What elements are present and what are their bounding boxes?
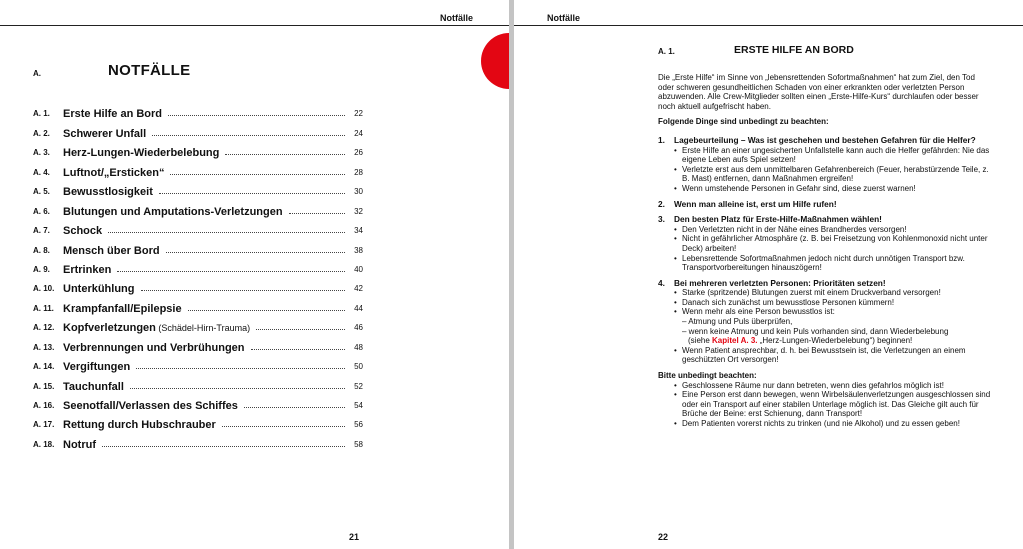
leader-dots <box>136 368 345 369</box>
toc-title <box>63 419 216 431</box>
step-3 <box>658 215 991 273</box>
toc-page-number: 46 <box>354 323 363 333</box>
toc-title-text: Tauchunfall <box>63 380 124 393</box>
toc-title <box>63 361 130 373</box>
toc-page-number: 52 <box>354 381 363 391</box>
toc-page-number: 54 <box>354 401 363 410</box>
list-item: • Wenn umstehende Personen in Gefahr sind, diese zuerst warnen! <box>674 184 991 194</box>
left-page <box>0 0 509 549</box>
sub-item: – wenn keine Atmung und kein Puls vorhanden sind, dann Wiederbelebung <box>682 326 949 336</box>
step-1 <box>658 136 991 194</box>
list-item: • Verletzte erst aus dem unmittelbaren Gefahrenbereich (Feuer, herabstürzende Teile, z. B. Mast) entfernen, dann Maßnahmen ergreifen! <box>674 165 991 184</box>
toc-entry[interactable] <box>33 120 363 139</box>
list-item: • Eine Person erst dann bewegen, wenn Wirbelsäulenverletzungen ausgeschlossen sind oder ein Transport auf einer stabilen Unterlage möglich ist. Das Gleiche gilt auch für Brüche der Beine: erst Schienung, dann Transport! <box>674 390 991 419</box>
toc-title-text: Verbrennungen und Verbrühungen <box>63 341 245 354</box>
toc-entry[interactable] <box>33 218 363 237</box>
toc-number: A. 8. <box>33 245 50 255</box>
list-item: • Wenn mehr als eine Person bewusstlos ist: <box>674 307 991 317</box>
toc-title <box>63 381 124 393</box>
toc-title-text: Krampfanfall/Epilepsie <box>63 302 182 315</box>
toc-entry[interactable] <box>33 431 363 450</box>
leader-dots <box>289 213 345 214</box>
red-section-tab <box>481 33 509 89</box>
list-item: • Erste Hilfe an einer ungesicherten Unfallstelle kann auch die Helfer gefährden: Nie das eigene Leben aufs Spiel setzen! <box>674 146 991 165</box>
toc-title <box>63 147 219 159</box>
toc-page-number: 44 <box>354 303 363 313</box>
toc-number: A. 16. <box>33 401 55 410</box>
toc-entry[interactable] <box>33 179 363 198</box>
step-heading: Wenn man alleine ist, erst um Hilfe rufen! <box>674 198 837 209</box>
toc-page-number: 28 <box>354 167 363 177</box>
leader-dots <box>159 193 345 194</box>
leader-dots <box>108 232 345 233</box>
toc-title <box>63 342 245 354</box>
toc-title <box>63 108 162 120</box>
toc-number: A. 7. <box>33 226 50 236</box>
toc-title <box>63 245 160 257</box>
leader-dots <box>251 349 345 350</box>
toc-entry[interactable] <box>33 393 363 412</box>
toc-number: A. 11. <box>33 303 54 313</box>
sub-item: – Atmung und Puls überprüfen, <box>682 317 793 327</box>
leader-dots <box>152 135 345 136</box>
toc-entry[interactable] <box>33 237 363 256</box>
section-number: A. 1. <box>658 47 675 56</box>
notes-heading: Bitte unbedingt beachten: <box>658 371 757 381</box>
toc-number: A. 4. <box>33 167 50 177</box>
toc-number: A. 14. <box>33 362 55 372</box>
toc-entry[interactable] <box>33 354 363 373</box>
toc-title-text: Erste Hilfe an Bord <box>63 108 163 121</box>
toc-number: A. 17. <box>33 420 55 430</box>
leader-dots <box>141 290 346 291</box>
toc-title <box>63 322 250 334</box>
right-page <box>514 0 1023 549</box>
toc-page-number: 32 <box>354 206 363 216</box>
toc-title <box>63 206 283 218</box>
toc-title-text: Ertrinken <box>63 263 112 276</box>
toc-number: A. 10. <box>33 284 55 294</box>
toc-page-number: 30 <box>354 187 363 197</box>
table-of-contents <box>33 101 363 451</box>
toc-number: A. 13. <box>33 342 55 352</box>
toc-title-text: Vergiftungen <box>63 361 131 374</box>
toc-title <box>63 303 182 315</box>
toc-number: A. 2. <box>33 128 50 138</box>
toc-entry[interactable] <box>33 101 363 120</box>
toc-page-number: 38 <box>354 245 363 255</box>
toc-number: A. 9. <box>33 264 50 274</box>
toc-entry[interactable] <box>33 198 363 217</box>
toc-number: A. 1. <box>33 109 50 119</box>
toc-title-text: Schock <box>63 225 103 238</box>
chapter-letter: A. <box>33 69 41 78</box>
important-notes <box>658 371 991 429</box>
list-item: • Wenn Patient ansprechbar, d. h. bei Bewusstsein ist, die Verletzungen an einem geschützten Ort versorgen! <box>674 346 991 365</box>
reference-prefix: (siehe <box>688 336 713 346</box>
list-item: • Dem Patienten vorerst nichts zu trinken (und nie Alkohol) und zu essen geben! <box>674 419 991 429</box>
toc-entry[interactable] <box>33 412 363 431</box>
toc-title-text: Blutungen und Amputations-Verletzungen <box>63 205 283 218</box>
leader-dots <box>102 446 345 447</box>
sub-item-continuation <box>674 336 991 346</box>
page-number: 22 <box>658 532 669 542</box>
list-item: • Nicht in gefährlicher Atmosphäre (z. B. bei Freisetzung von Kohlenmonoxid nicht unter Deck) arbeiten! <box>674 234 991 253</box>
step-number: 1. <box>658 134 665 145</box>
toc-title-text: Herz-Lungen-Wiederbelebung <box>63 147 220 160</box>
toc-number: A. 5. <box>33 187 50 197</box>
toc-title <box>63 225 102 237</box>
toc-title <box>63 283 135 295</box>
step-number: 2. <box>658 198 665 209</box>
toc-title-text: Luftnot/„Ersticken“ <box>63 166 165 179</box>
toc-number: A. 18. <box>33 439 55 449</box>
step-number: 3. <box>658 214 665 225</box>
section-title: ERSTE HILFE AN BORD <box>734 44 854 56</box>
step-heading: Den besten Platz für Erste-Hilfe-Maßnahmen wählen! <box>674 214 882 225</box>
leader-dots <box>244 407 345 408</box>
toc-title-text: Seenotfall/Verlassen des Schiffes <box>63 400 238 412</box>
leader-dots <box>168 115 345 116</box>
toc-title <box>63 186 153 198</box>
toc-title-text: Mensch über Bord <box>63 244 160 257</box>
toc-title <box>63 128 146 140</box>
toc-title-text: Notruf <box>63 438 96 451</box>
toc-number: A. 15. <box>33 381 55 391</box>
section-body <box>658 73 991 435</box>
toc-title <box>63 264 111 276</box>
leader-dots <box>117 271 345 272</box>
toc-number: A. 3. <box>33 148 50 158</box>
toc-page-number: 40 <box>354 264 363 274</box>
toc-page-number: 22 <box>354 109 363 119</box>
toc-page-number: 56 <box>354 420 363 430</box>
header-rule <box>514 25 1023 26</box>
leader-dots <box>222 426 345 427</box>
toc-title-text: Unterkühlung <box>63 283 135 296</box>
toc-title-text: Kopfverletzungen <box>63 322 156 335</box>
leader-dots <box>170 174 345 175</box>
toc-number: A. 6. <box>33 206 50 216</box>
toc-entry[interactable] <box>33 159 363 178</box>
toc-entry[interactable] <box>33 295 363 314</box>
toc-page-number: 48 <box>354 342 363 352</box>
toc-title <box>63 400 238 412</box>
toc-entry[interactable] <box>33 257 363 276</box>
leader-dots <box>166 252 345 253</box>
list-item: • Den Verletzten nicht in der Nähe eines Brandherdes versorgen! <box>674 225 991 235</box>
toc-subtitle: (Schädel-Hirn-Trauma) <box>155 323 251 334</box>
intro-paragraph: Die „Erste Hilfe“ im Sinne von „lebensrettenden Sofortmaßnahmen“ hat zum Ziel, den Tod oder schweren gesundheitlichen Schaden von einer erkrankten oder verletzten Person abzuwenden. Alle Crew-Mitglieder sollten einen „Erste-Hilfe-Kurs“ durchlaufen oder besser noch aktuell aufgefrischt haben. <box>658 73 979 111</box>
toc-title-text: Schwerer Unfall <box>63 127 147 140</box>
toc-page-number: 42 <box>354 284 363 294</box>
toc-title <box>63 167 164 179</box>
leader-dots <box>225 154 345 155</box>
chapter-reference-link[interactable]: Kapitel A. 3. <box>712 336 758 346</box>
leader-dots <box>130 388 345 389</box>
toc-page-number: 58 <box>354 439 363 449</box>
leader-dots <box>256 329 345 330</box>
chapter-title: NOTFÄLLE <box>108 62 191 79</box>
lead-sentence: Folgende Dinge sind unbedingt zu beachten: <box>658 117 829 127</box>
step-4 <box>658 279 991 365</box>
toc-page-number: 50 <box>354 362 363 372</box>
toc-title-text: Bewusstlosigkeit <box>63 186 153 199</box>
step-number: 4. <box>658 277 665 288</box>
running-head: Notfälle <box>547 13 581 23</box>
toc-entry[interactable] <box>33 334 363 353</box>
toc-entry[interactable] <box>33 315 363 334</box>
step-2 <box>658 200 991 210</box>
toc-title-text: Rettung durch Hubschrauber <box>63 419 216 432</box>
header-rule <box>0 25 509 26</box>
toc-number: A. 12. <box>33 323 55 333</box>
running-head: Notfälle <box>439 13 473 23</box>
toc-page-number: 24 <box>354 128 363 138</box>
toc-entry[interactable] <box>33 373 363 392</box>
list-item: • Geschlossene Räume nur dann betreten, wenn dies gefahrlos möglich ist! <box>674 381 991 391</box>
toc-page-number: 26 <box>354 148 363 158</box>
list-item: • Danach sich zunächst um bewusstlose Personen kümmern! <box>674 298 991 308</box>
toc-page-number: 34 <box>354 226 363 236</box>
toc-entry[interactable] <box>33 140 363 159</box>
toc-title <box>63 439 96 451</box>
leader-dots <box>188 310 345 311</box>
page-number: 21 <box>349 532 360 542</box>
list-item: • Lebensrettende Sofortmaßnahmen jedoch nicht durch unnötigen Transport bzw. Transportvorbereitungen hinauszögern! <box>674 254 991 273</box>
toc-entry[interactable] <box>33 276 363 295</box>
step-heading: Bei mehreren verletzten Personen: Prioritäten setzen! <box>674 277 886 288</box>
list-item: • Starke (spritzende) Blutungen zuerst mit einem Druckverband versorgen! <box>674 288 991 298</box>
step-heading: Lagebeurteilung – Was ist geschehen und bestehen Gefahren für die Helfer? <box>674 134 976 145</box>
reference-suffix: „Herz-Lungen-Wiederbelebung“) beginnen! <box>757 336 913 346</box>
